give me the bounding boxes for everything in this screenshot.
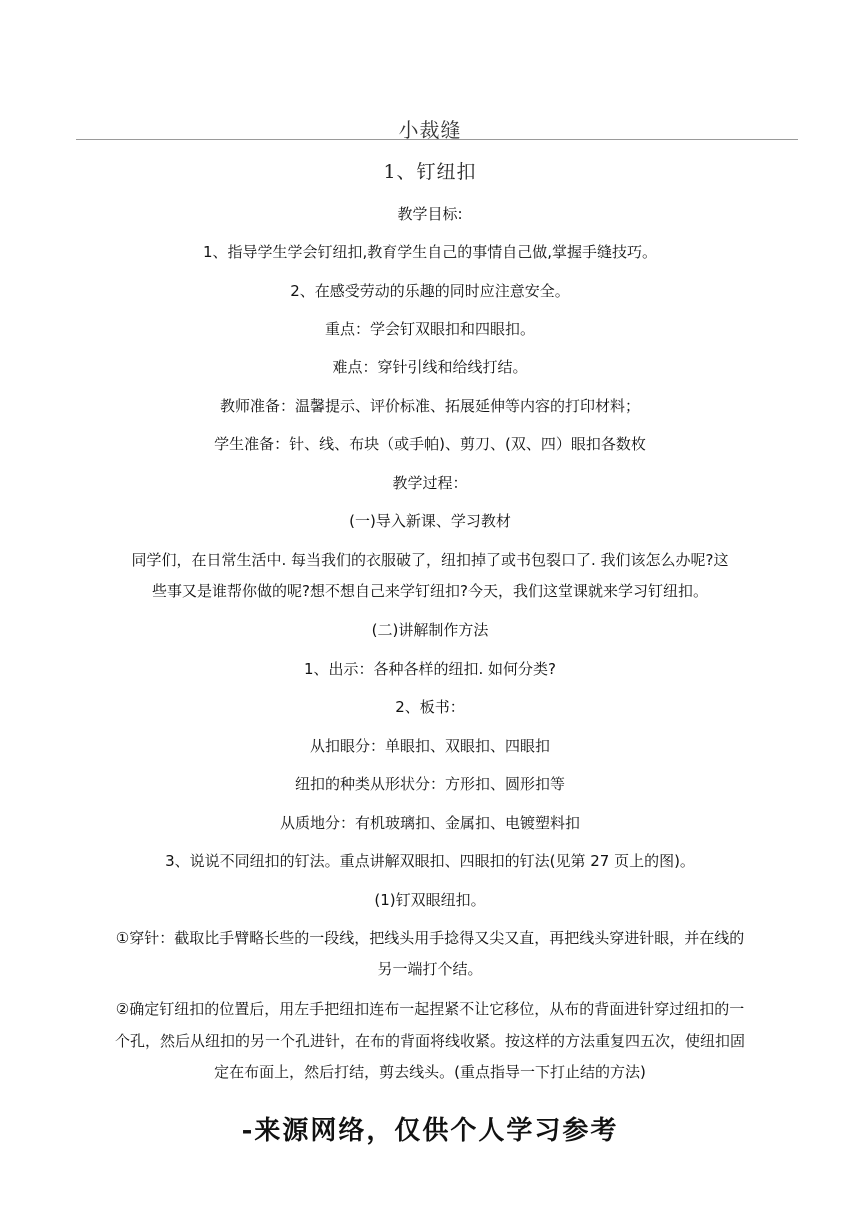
positioning-line-1: ②确定钉纽扣的位置后，用左手把纽扣连布一起捏紧不让它移位，从布的背面进针穿过纽扣的一: [115, 1000, 745, 1018]
process-heading: 教学过程：: [392, 474, 468, 492]
step-1: 1、出示：各种各样的纽扣. 如何分类?: [303, 660, 557, 678]
page-header-title: 小裁缝: [398, 118, 462, 142]
student-prep: 学生准备：针、线、布块（或手帕)、剪刀、(双、四）眼扣各数枚: [214, 435, 646, 453]
objectives-heading: 教学目标:: [397, 205, 463, 223]
sub-step-1: (1)钉双眼纽扣。: [374, 891, 486, 909]
lesson-title: 1、钉纽扣: [383, 161, 477, 183]
intro-paragraph-line-2: 些事又是谁帮你做的呢?想不想自己来学钉纽扣?今天，我们这堂课就来学习钉纽扣。: [152, 582, 708, 600]
class-by-holes: 从扣眼分：单眼扣、双眼扣、四眼扣: [309, 737, 550, 755]
section-2-heading: (二)讲解制作方法: [371, 621, 489, 639]
intro-paragraph-line-1: 同学们，在日常生活中. 每当我们的衣服破了，纽扣掉了或书包裂口了. 我们该怎么办呢?这: [131, 551, 729, 569]
threading-line-1: ①穿针：截取比手臂略长些的一段线，把线头用手捻得又尖又直，再把线头穿进针眼，并在线的: [115, 929, 745, 947]
step-3: 3、说说不同纽扣的钉法。重点讲解双眼扣、四眼扣的钉法(见第 27 页上的图)。: [165, 852, 695, 870]
key-point: 重点：学会钉双眼扣和四眼扣。: [324, 320, 535, 338]
objective-1: 1、指导学生学会钉纽扣,教育学生自己的事情自己做,掌握手缝技巧。: [202, 243, 658, 261]
source-footer-note: -来源网络，仅供个人学习参考: [241, 1116, 619, 1146]
teacher-prep: 教师准备：温馨提示、评价标准、拓展延伸等内容的打印材料；: [219, 397, 640, 415]
section-1-heading: (一)导入新课、学习教材: [349, 512, 511, 530]
header-divider: [76, 139, 798, 140]
objective-2: 2、在感受劳动的乐趣的同时应注意安全。: [290, 282, 570, 300]
positioning-line-2: 个孔，然后从纽扣的另一个孔进针，在布的背面将线收紧。按这样的方法重复四五次，使纽扣固: [114, 1032, 745, 1050]
class-by-shape: 纽扣的种类从形状分：方形扣、圆形扣等: [294, 775, 565, 793]
step-2: 2、板书：: [395, 698, 465, 716]
difficulty: 难点：穿针引线和给线打结。: [332, 358, 528, 376]
threading-line-2: 另一端打个结。: [377, 960, 483, 978]
positioning-line-3: 定在布面上，然后打结，剪去线头。(重点指导一下打止结的方法): [214, 1063, 646, 1081]
class-by-material: 从质地分：有机玻璃扣、金属扣、电镀塑料扣: [279, 814, 580, 832]
